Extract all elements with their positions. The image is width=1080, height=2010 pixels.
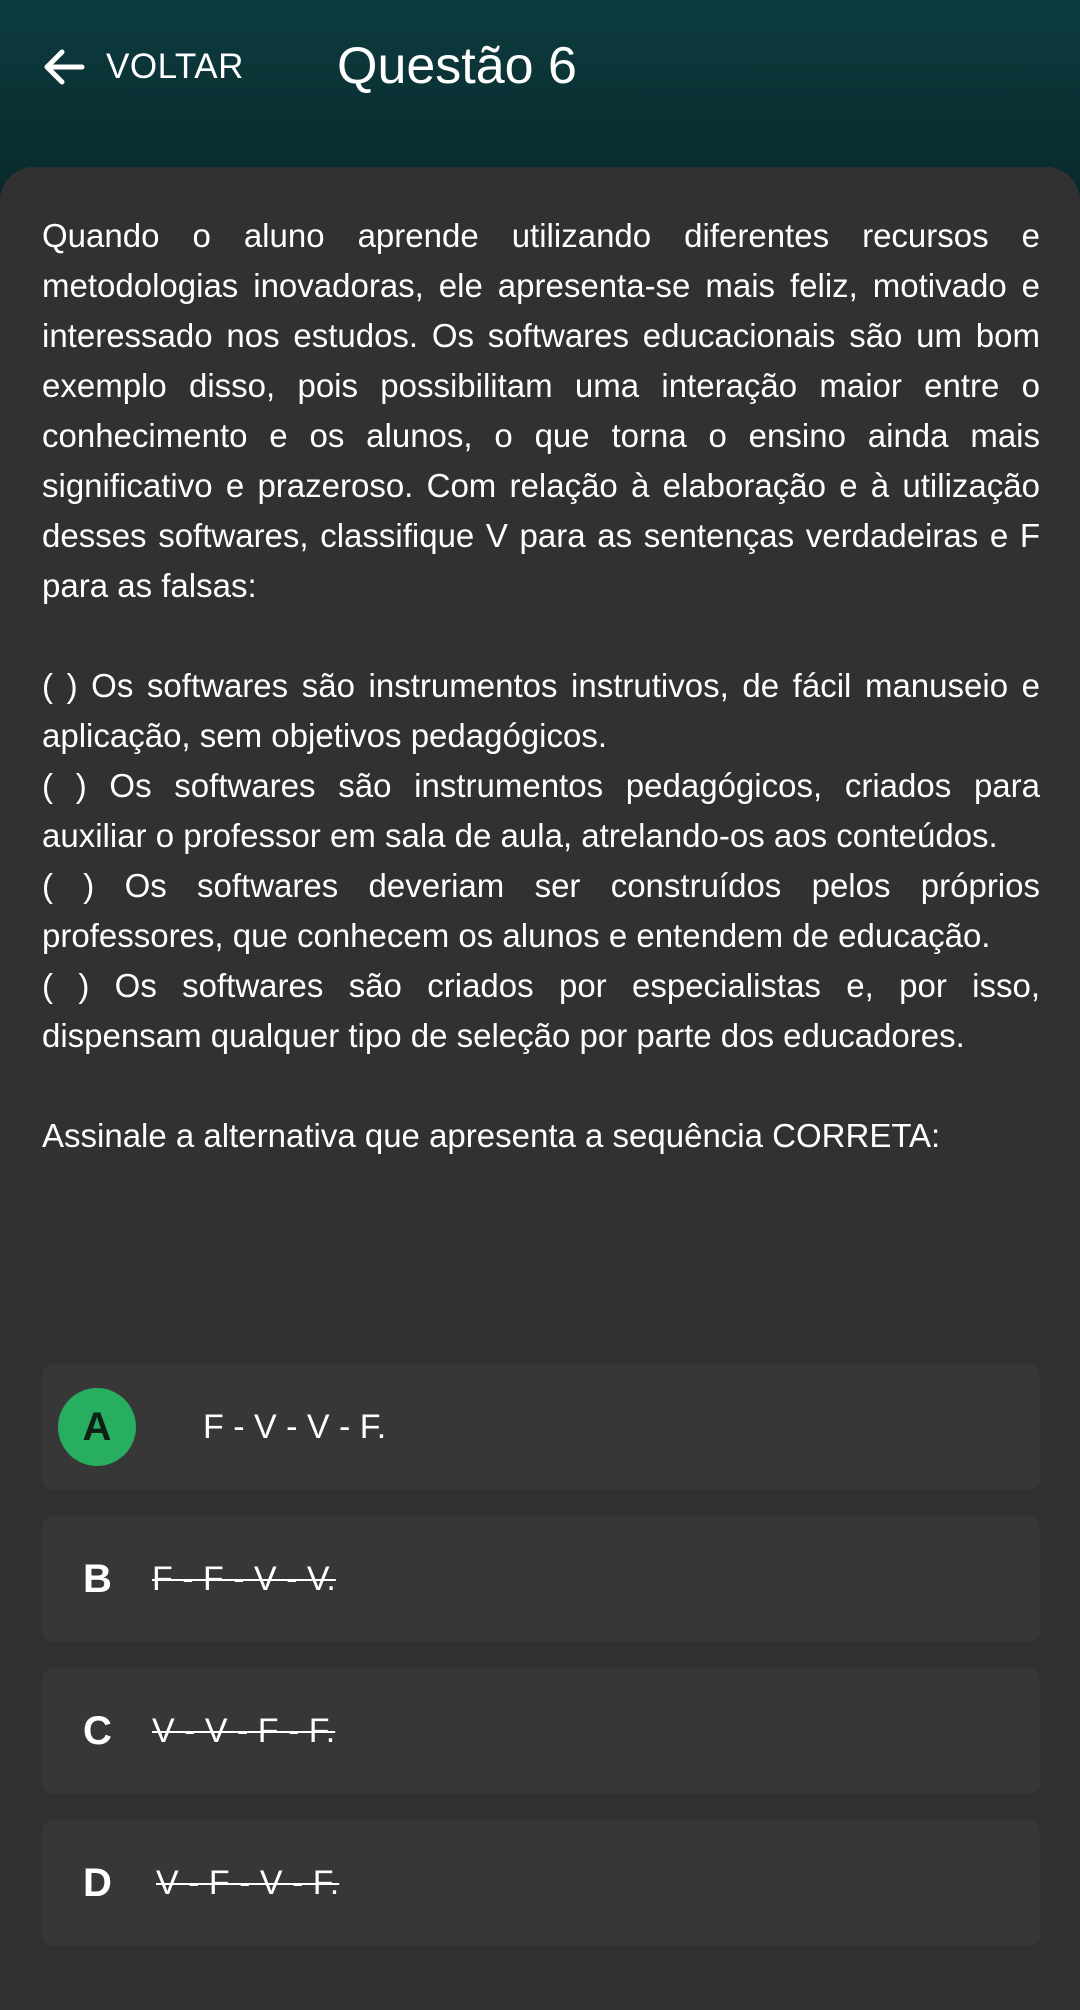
question-body — [42, 211, 1040, 1161]
question-intro: Quando o aluno aprende utilizando diferentes recursos e metodologias inovadoras, ele apresenta-se mais feliz, motivado e interessado nos estudos. Os softwares educacionais são um bom exemplo disso, pois possibilitam uma interação maior entre o conhecimento e os alunos, o que torna o ensino ainda mais significativo e prazeroso. Com relação à elaboração e à utilização desses softwares, classifique V para as sentenças verdadeiras e F para as falsas: — [42, 217, 1040, 604]
option-a[interactable] — [42, 1364, 1040, 1490]
arrow-left-icon — [40, 43, 88, 91]
statement-1: ( ) Os softwares são instrumentos instrutivos, de fácil manuseio e aplicação, sem objetivos pedagógicos. — [42, 667, 1040, 754]
option-b[interactable] — [42, 1516, 1040, 1642]
back-label: VOLTAR — [106, 47, 244, 86]
option-b-letter: B — [83, 1557, 112, 1601]
selected-letter-badge: A — [58, 1388, 136, 1466]
statement-2: ( ) Os softwares são instrumentos pedagógicos, criados para auxiliar o professor em sala de aula, atrelando-os aos conteúdos. — [42, 767, 1040, 854]
option-b-text: F - F - V - V. — [152, 1560, 336, 1598]
page-title: Questão 6 — [337, 37, 577, 95]
question-card — [0, 167, 1080, 2010]
option-d-text: V - F - V - F. — [156, 1864, 340, 1902]
option-c-letter: C — [83, 1709, 112, 1753]
statement-3: ( ) Os softwares deveriam ser construídos pelos próprios professores, que conhecem os alunos e entendem de educação. — [42, 867, 1040, 954]
option-d-letter: D — [83, 1861, 112, 1905]
option-a-text: F - V - V - F. — [203, 1408, 387, 1446]
back-button[interactable] — [40, 42, 244, 92]
option-c-text: V - V - F - F. — [152, 1712, 336, 1750]
option-c[interactable] — [42, 1668, 1040, 1794]
statement-4: ( ) Os softwares são criados por especialistas e, por isso, dispensam qualquer tipo de seleção por parte dos educadores. — [42, 967, 1040, 1054]
question-prompt: Assinale a alternativa que apresenta a sequência CORRETA: — [42, 1117, 941, 1154]
option-d[interactable] — [42, 1820, 1040, 1946]
